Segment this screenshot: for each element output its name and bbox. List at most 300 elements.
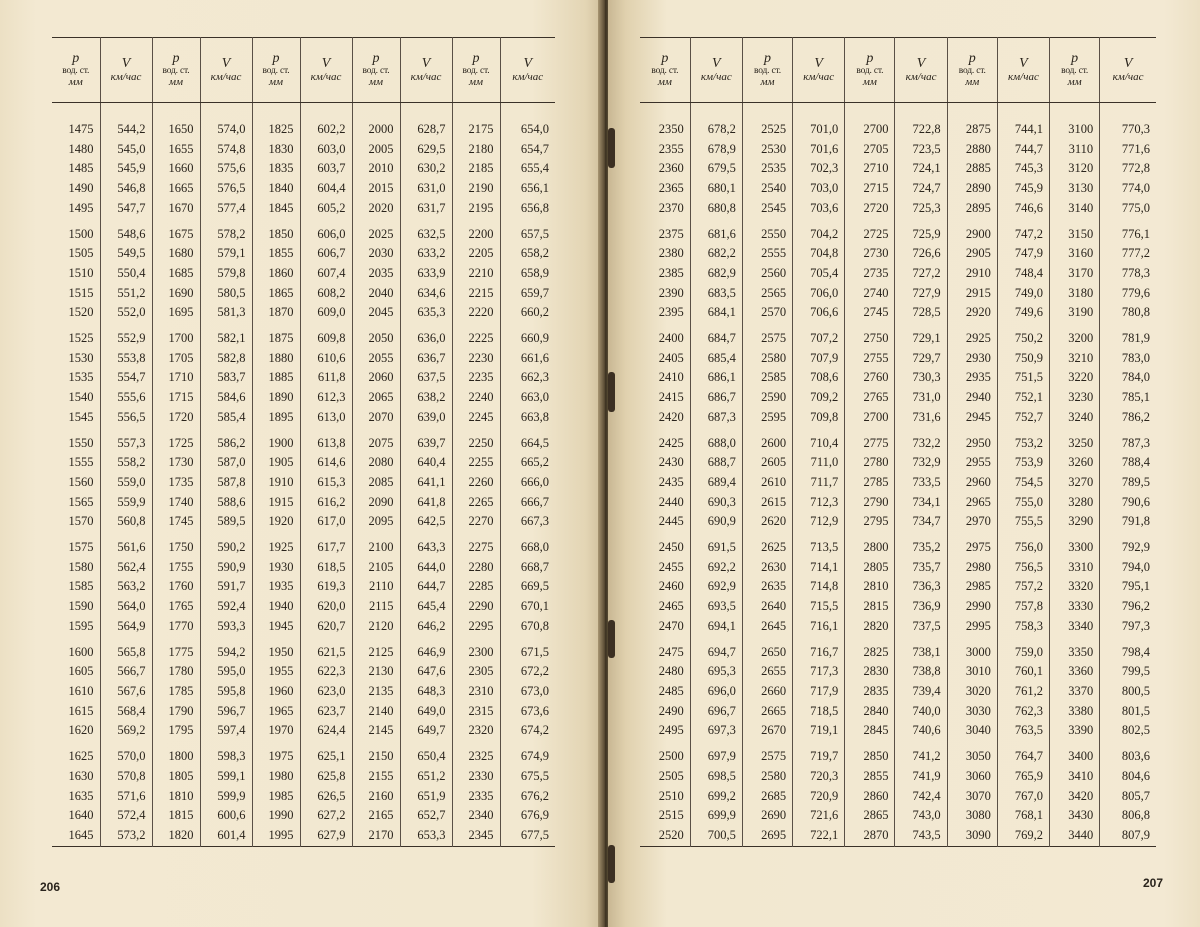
- pressure-cell: 2735: [845, 264, 895, 284]
- speed-cell: 604,4: [300, 179, 352, 199]
- speed-cell: 719,1: [793, 721, 845, 741]
- page-number-right: 207: [1143, 876, 1164, 890]
- pressure-cell: 2450: [640, 532, 690, 558]
- pressure-cell: 2755: [845, 349, 895, 369]
- pressure-cell: 2955: [947, 453, 997, 473]
- header-p-sub: вод. ст.: [754, 66, 781, 76]
- pressure-cell: 3410: [1050, 767, 1100, 787]
- pressure-cell: 1530: [52, 349, 100, 369]
- pressure-cell: 1590: [52, 597, 100, 617]
- pressure-cell: 2685: [742, 787, 792, 807]
- pressure-cell: 3200: [1050, 323, 1100, 349]
- speed-cell: 562,4: [100, 558, 152, 578]
- table-row: [52, 199, 555, 219]
- speed-cell: 682,2: [690, 244, 742, 264]
- speed-cell: 646,9: [400, 637, 452, 663]
- speed-cell: 564,9: [100, 617, 152, 637]
- header-p-unit: мм: [268, 76, 284, 88]
- pressure-cell: 1500: [52, 219, 100, 245]
- binding-tab: [608, 620, 615, 658]
- pressure-cell: 1875: [252, 323, 300, 349]
- table-row: [52, 617, 555, 637]
- speed-cell: 711,0: [793, 453, 845, 473]
- table-row: [640, 577, 1156, 597]
- speed-cell: 661,6: [520, 350, 549, 365]
- speed-cell: 769,2: [997, 826, 1049, 846]
- pressure-cell: 2155: [352, 767, 400, 787]
- pressure-cell: 2410: [640, 368, 690, 388]
- speed-cell: 717,3: [793, 662, 845, 682]
- speed-cell: 691,5: [690, 532, 742, 558]
- speed-cell: 636,7: [400, 349, 452, 369]
- speed-cell: 733,5: [895, 473, 947, 493]
- table-row: [640, 388, 1156, 408]
- pressure-cell: 1525: [52, 323, 100, 349]
- pressure-cell: 2095: [352, 512, 400, 532]
- pressure-cell: 3090: [947, 826, 997, 846]
- header-p-unit: мм: [468, 76, 484, 88]
- speed-cell: 732,9: [895, 453, 947, 473]
- pressure-cell: 2225: [452, 323, 500, 349]
- table-row: [52, 682, 555, 702]
- speed-cell: 623,0: [300, 682, 352, 702]
- speed-cell: 699,2: [690, 787, 742, 807]
- table-row: [640, 787, 1156, 807]
- pressure-cell: 1995: [252, 826, 300, 846]
- speed-cell: 738,8: [895, 662, 947, 682]
- pressure-cell: 2520: [640, 826, 690, 846]
- table-row: [640, 806, 1156, 826]
- pressure-cell: 1785: [152, 682, 200, 702]
- pressure-cell: 3220: [1050, 368, 1100, 388]
- speed-cell: 569,2: [100, 721, 152, 741]
- speed-cell: 711,7: [793, 473, 845, 493]
- page-number-left: 206: [40, 880, 61, 894]
- header-speed: [500, 38, 555, 103]
- header-v-unit: км/час: [1112, 71, 1144, 83]
- speed-cell: 790,6: [1121, 494, 1150, 509]
- header-speed: [997, 38, 1049, 103]
- pressure-cell: 2535: [742, 159, 792, 179]
- speed-cell: 641,1: [400, 473, 452, 493]
- pressure-cell: 2740: [845, 284, 895, 304]
- pressure-cell: 2855: [845, 767, 895, 787]
- speed-cell: 649,7: [400, 721, 452, 741]
- pressure-cell: 2330: [452, 767, 500, 787]
- table-row: [640, 219, 1156, 245]
- pressure-cell: 1555: [52, 453, 100, 473]
- speed-cell: 675,5: [520, 768, 549, 783]
- speed-cell: 545,9: [100, 159, 152, 179]
- pressure-cell: 2935: [947, 368, 997, 388]
- speed-cell: 659,7: [520, 285, 549, 300]
- table-row: [52, 721, 555, 741]
- pressure-cell: 3100: [1050, 120, 1100, 140]
- pressure-cell: 2240: [452, 388, 500, 408]
- table-row: [640, 473, 1156, 493]
- speed-cell: 632,5: [400, 219, 452, 245]
- table-row: [640, 159, 1156, 179]
- pressure-cell: 1545: [52, 408, 100, 428]
- pressure-cell: 1760: [152, 577, 200, 597]
- speed-cell: 757,2: [997, 577, 1049, 597]
- pressure-cell: 2890: [947, 179, 997, 199]
- pressure-cell: 2230: [452, 349, 500, 369]
- pressure-cell: 2250: [452, 428, 500, 454]
- table-row: [52, 826, 555, 846]
- pressure-cell: 1750: [152, 532, 200, 558]
- speed-cell: 750,9: [997, 349, 1049, 369]
- pressure-cell: 3040: [947, 721, 997, 741]
- pressure-cell: 1690: [152, 284, 200, 304]
- pressure-cell: 1920: [252, 512, 300, 532]
- pressure-cell: 1980: [252, 767, 300, 787]
- speed-cell: 772,8: [1121, 161, 1150, 176]
- speed-cell: 703,6: [793, 199, 845, 219]
- speed-cell: 605,2: [300, 199, 352, 219]
- speed-cell: 684,7: [690, 323, 742, 349]
- speed-cell: 668,7: [520, 559, 549, 574]
- speed-cell: 655,4: [520, 161, 549, 176]
- pressure-cell: 1910: [252, 473, 300, 493]
- pressure-cell: 2140: [352, 702, 400, 722]
- pressure-cell: 1940: [252, 597, 300, 617]
- speed-cell: 804,6: [1121, 768, 1150, 783]
- pressure-cell: 2875: [947, 120, 997, 140]
- pressure-cell: 2045: [352, 303, 400, 323]
- pressure-cell: 2660: [742, 682, 792, 702]
- pressure-cell: 3310: [1050, 558, 1100, 578]
- header-p-sub: вод. ст.: [362, 66, 390, 76]
- table-row: [52, 493, 555, 513]
- speed-cell: 788,4: [1121, 455, 1150, 470]
- speed-cell: 744,7: [997, 140, 1049, 160]
- pressure-cell: 2255: [452, 453, 500, 473]
- speed-cell: 725,9: [895, 219, 947, 245]
- pressure-cell: 3420: [1050, 787, 1100, 807]
- pressure-cell: 3140: [1050, 199, 1100, 219]
- pressure-cell: 3400: [1050, 741, 1100, 767]
- pressure-cell: 2245: [452, 408, 500, 428]
- speed-cell: 598,3: [200, 741, 252, 767]
- speed-cell: 606,7: [300, 244, 352, 264]
- speed-cell: 670,1: [520, 599, 549, 614]
- binding-tab: [608, 372, 615, 412]
- speed-cell: 722,8: [895, 120, 947, 140]
- speed-cell: 802,5: [1121, 723, 1150, 738]
- pressure-cell: 3150: [1050, 219, 1100, 245]
- speed-cell: 559,0: [100, 473, 152, 493]
- pressure-cell: 3380: [1050, 702, 1100, 722]
- speed-cell: 684,1: [690, 303, 742, 323]
- speed-cell: 731,6: [895, 408, 947, 428]
- pressure-cell: 2480: [640, 662, 690, 682]
- table-row: [52, 159, 555, 179]
- pressure-cell: 2710: [845, 159, 895, 179]
- speed-cell: 688,7: [690, 453, 742, 473]
- pressure-cell: 1635: [52, 787, 100, 807]
- pressure-cell: 2130: [352, 662, 400, 682]
- speed-cell: 606,0: [300, 219, 352, 245]
- speed-cell: 657,5: [520, 226, 549, 241]
- pressure-cell: 2310: [452, 682, 500, 702]
- pressure-cell: 1705: [152, 349, 200, 369]
- table-row: [640, 597, 1156, 617]
- speed-cell: 633,2: [400, 244, 452, 264]
- speed-cell: 727,9: [895, 284, 947, 304]
- pressure-cell: 1945: [252, 617, 300, 637]
- speed-cell: 614,6: [300, 453, 352, 473]
- pressure-cell: 1625: [52, 741, 100, 767]
- pressure-cell: 2750: [845, 323, 895, 349]
- table-row: [640, 617, 1156, 637]
- speed-cell: 709,2: [793, 388, 845, 408]
- speed-cell: 723,5: [895, 140, 947, 160]
- speed-cell: 559,9: [100, 493, 152, 513]
- speed-cell: 648,3: [400, 682, 452, 702]
- pressure-cell: 2395: [640, 303, 690, 323]
- speed-cell: 596,7: [200, 702, 252, 722]
- speed-cell: 745,3: [997, 159, 1049, 179]
- speed-cell: 580,5: [200, 284, 252, 304]
- pressure-cell: 1805: [152, 767, 200, 787]
- speed-cell: 714,8: [793, 577, 845, 597]
- header-pressure: [640, 38, 690, 103]
- speed-cell: 584,6: [200, 388, 252, 408]
- pressure-cell: 1655: [152, 140, 200, 160]
- table-row: [52, 806, 555, 826]
- speed-cell: 805,7: [1121, 788, 1150, 803]
- pressure-cell: 1790: [152, 702, 200, 722]
- speed-cell: 588,6: [200, 493, 252, 513]
- pressure-cell: 1645: [52, 826, 100, 846]
- table-row: [52, 388, 555, 408]
- pressure-cell: 1905: [252, 453, 300, 473]
- pressure-cell: 2415: [640, 388, 690, 408]
- pressure-cell: 2150: [352, 741, 400, 767]
- pressure-cell: 1930: [252, 558, 300, 578]
- table-row: [640, 682, 1156, 702]
- speed-cell: 622,3: [300, 662, 352, 682]
- pressure-cell: 2440: [640, 493, 690, 513]
- speed-cell: 722,1: [793, 826, 845, 846]
- speed-cell: 600,6: [200, 806, 252, 826]
- pressure-cell: 2690: [742, 806, 792, 826]
- pressure-cell: 1975: [252, 741, 300, 767]
- pressure-cell: 1535: [52, 368, 100, 388]
- speed-cell: 792,9: [1121, 540, 1150, 555]
- table-row: [52, 532, 555, 558]
- pressure-cell: 1740: [152, 493, 200, 513]
- pressure-cell: 1845: [252, 199, 300, 219]
- speed-cell: 715,5: [793, 597, 845, 617]
- speed-cell: 791,8: [1121, 514, 1150, 529]
- pressure-cell: 1965: [252, 702, 300, 722]
- pressure-cell: 2325: [452, 741, 500, 767]
- pressure-cell: 2825: [845, 637, 895, 663]
- speed-cell: 794,0: [1121, 559, 1150, 574]
- header-v-symbol: V: [916, 56, 926, 71]
- speed-cell: 737,5: [895, 617, 947, 637]
- speed-cell: 800,5: [1121, 683, 1150, 698]
- pressure-cell: 1900: [252, 428, 300, 454]
- speed-cell: 735,7: [895, 558, 947, 578]
- pressure-cell: 2695: [742, 826, 792, 846]
- pressure-cell: 2425: [640, 428, 690, 454]
- speed-cell: 767,0: [997, 787, 1049, 807]
- pressure-cell: 1855: [252, 244, 300, 264]
- pressure-cell: 2820: [845, 617, 895, 637]
- pressure-cell: 2785: [845, 473, 895, 493]
- speed-cell: 749,6: [997, 303, 1049, 323]
- pressure-cell: 2920: [947, 303, 997, 323]
- pressure-cell: 2975: [947, 532, 997, 558]
- pressure-cell: 1540: [52, 388, 100, 408]
- table-row: [52, 368, 555, 388]
- speed-cell: 799,5: [1121, 664, 1150, 679]
- speed-cell: 595,8: [200, 682, 252, 702]
- pressure-cell: 1715: [152, 388, 200, 408]
- speed-cell: 674,9: [520, 749, 549, 764]
- speed-cell: 745,9: [997, 179, 1049, 199]
- speed-cell: 710,4: [793, 428, 845, 454]
- speed-cell: 579,1: [200, 244, 252, 264]
- speed-cell: 761,2: [997, 682, 1049, 702]
- speed-cell: 572,4: [100, 806, 152, 826]
- speed-cell: 608,2: [300, 284, 352, 304]
- pressure-cell: 2375: [640, 219, 690, 245]
- pressure-cell: 2700: [845, 120, 895, 140]
- pressure-cell: 2075: [352, 428, 400, 454]
- speed-cell: 589,5: [200, 512, 252, 532]
- speed-cell: 728,5: [895, 303, 947, 323]
- speed-cell: 578,2: [200, 219, 252, 245]
- speed-cell: 612,3: [300, 388, 352, 408]
- speed-cell: 748,4: [997, 264, 1049, 284]
- pressure-cell: 2630: [742, 558, 792, 578]
- pressure-cell: 2640: [742, 597, 792, 617]
- pressure-cell: 2090: [352, 493, 400, 513]
- speed-cell: 567,6: [100, 682, 152, 702]
- pressure-cell: 1730: [152, 453, 200, 473]
- speed-cell: 714,1: [793, 558, 845, 578]
- pressure-cell: 2610: [742, 473, 792, 493]
- speed-cell: 770,3: [1121, 122, 1150, 136]
- speed-cell: 803,6: [1121, 749, 1150, 764]
- header-p-unit: мм: [862, 76, 877, 88]
- table-row: [640, 349, 1156, 369]
- header-p-symbol: p: [372, 51, 380, 66]
- speed-cell: 694,1: [690, 617, 742, 637]
- pressure-cell: 2485: [640, 682, 690, 702]
- speed-cell: 546,8: [100, 179, 152, 199]
- speed-cell: 599,9: [200, 787, 252, 807]
- header-p-unit: мм: [368, 76, 384, 88]
- pressure-cell: 3080: [947, 806, 997, 826]
- header-v-symbol: V: [1123, 56, 1133, 71]
- pressure-cell: 1695: [152, 303, 200, 323]
- pressure-cell: 2700: [845, 408, 895, 428]
- header-p-unit: мм: [760, 76, 775, 88]
- speed-cell: 552,9: [100, 323, 152, 349]
- pressure-cell: 2915: [947, 284, 997, 304]
- header-v-symbol: V: [814, 56, 823, 71]
- header-p-symbol: p: [866, 51, 874, 66]
- speed-cell: 582,1: [200, 323, 252, 349]
- speed-cell: 570,8: [100, 767, 152, 787]
- speed-cell: 637,5: [400, 368, 452, 388]
- speed-cell: 678,9: [690, 140, 742, 160]
- speed-cell: 631,7: [400, 199, 452, 219]
- pressure-cell: 2210: [452, 264, 500, 284]
- pressure-cell: 2865: [845, 806, 895, 826]
- speed-cell: 744,1: [997, 120, 1049, 140]
- speed-cell: 717,9: [793, 682, 845, 702]
- pressure-cell: 1660: [152, 159, 200, 179]
- header-v-unit: км/час: [210, 71, 242, 83]
- speed-cell: 798,4: [1121, 644, 1150, 659]
- pressure-cell: 2060: [352, 368, 400, 388]
- pressure-cell: 1985: [252, 787, 300, 807]
- pressure-cell: 1725: [152, 428, 200, 454]
- table-row: [640, 702, 1156, 722]
- pressure-cell: 1820: [152, 826, 200, 846]
- speed-cell: 582,8: [200, 349, 252, 369]
- speed-cell: 764,7: [997, 741, 1049, 767]
- header-p-sub: вод. ст.: [162, 66, 190, 76]
- speed-cell: 663,0: [520, 390, 549, 405]
- speed-cell: 645,4: [400, 597, 452, 617]
- pressure-cell: 2465: [640, 597, 690, 617]
- pressure-cell: 1960: [252, 682, 300, 702]
- pressure-cell: 3130: [1050, 179, 1100, 199]
- pressure-cell: 2585: [742, 368, 792, 388]
- pressure-cell: 3020: [947, 682, 997, 702]
- speed-cell: 797,3: [1121, 618, 1150, 633]
- pressure-cell: 1665: [152, 179, 200, 199]
- speed-cell: 789,5: [1121, 474, 1150, 489]
- speed-cell: 638,2: [400, 388, 452, 408]
- speed-cell: 740,6: [895, 721, 947, 741]
- table-row: [640, 368, 1156, 388]
- table-row: [52, 637, 555, 663]
- speed-cell: 738,1: [895, 637, 947, 663]
- header-p-symbol: p: [272, 51, 280, 66]
- speed-cell: 625,1: [300, 741, 352, 767]
- speed-cell: 698,5: [690, 767, 742, 787]
- pressure-cell: 2885: [947, 159, 997, 179]
- speed-cell: 747,2: [997, 219, 1049, 245]
- pressure-cell: 2515: [640, 806, 690, 826]
- speed-cell: 609,0: [300, 303, 352, 323]
- pressure-cell: 1610: [52, 682, 100, 702]
- header-p-sub: вод. ст.: [1061, 66, 1089, 76]
- header-speed: [1100, 38, 1156, 103]
- speed-cell: 579,8: [200, 264, 252, 284]
- pressure-cell: 2590: [742, 388, 792, 408]
- table-row: [640, 512, 1156, 532]
- pressure-cell: 2605: [742, 453, 792, 473]
- speed-cell: 601,4: [200, 826, 252, 846]
- pressure-cell: 2995: [947, 617, 997, 637]
- speed-cell: 707,9: [793, 349, 845, 369]
- pressure-cell: 3350: [1050, 637, 1100, 663]
- pressure-cell: 3160: [1050, 244, 1100, 264]
- pressure-cell: 2055: [352, 349, 400, 369]
- speed-cell: 702,3: [793, 159, 845, 179]
- speed-cell: 624,4: [300, 721, 352, 741]
- speed-cell: 556,5: [100, 408, 152, 428]
